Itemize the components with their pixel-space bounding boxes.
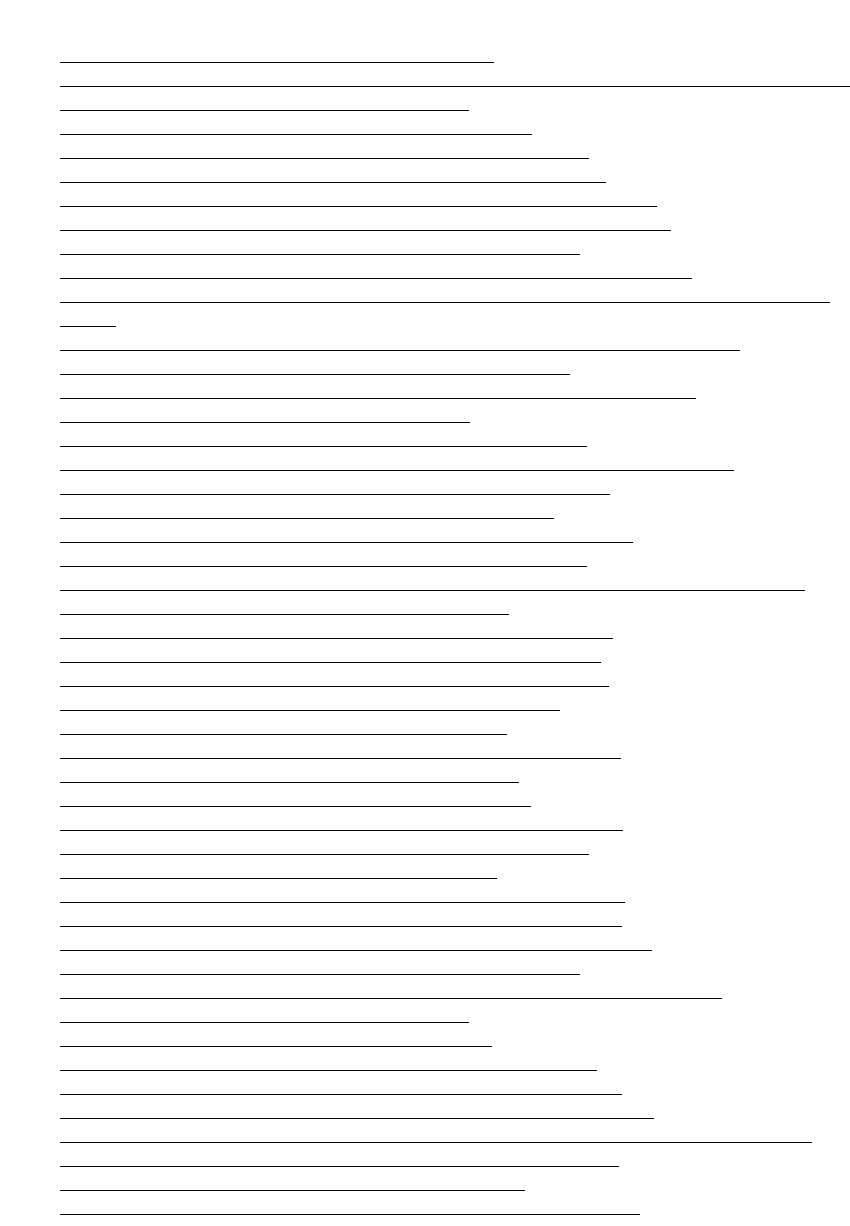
text-line-rule — [60, 86, 850, 87]
text-line — [60, 314, 840, 338]
text-line — [60, 146, 840, 170]
text-line — [60, 170, 840, 194]
text-line — [60, 194, 840, 218]
text-line-rule — [60, 806, 531, 807]
text-line-rule — [60, 854, 589, 855]
text-line-rule — [60, 734, 507, 735]
text-line-rule — [60, 878, 497, 879]
text-line — [60, 362, 840, 386]
text-line — [60, 386, 840, 410]
text-line — [60, 482, 840, 506]
text-line-rule — [60, 254, 580, 255]
text-line — [60, 554, 840, 578]
text-line-rule — [60, 1142, 812, 1143]
text-line-rule — [60, 782, 519, 783]
text-line-rule — [60, 950, 652, 951]
text-line-rule — [60, 710, 560, 711]
text-line-rule — [60, 1094, 622, 1095]
text-line — [60, 1010, 840, 1034]
text-line — [60, 746, 840, 770]
text-line-rule — [60, 182, 606, 183]
text-line — [60, 1082, 840, 1106]
text-line — [60, 1058, 840, 1082]
text-line — [60, 938, 840, 962]
text-line — [60, 74, 840, 98]
text-line-rule — [60, 1022, 469, 1023]
text-line — [60, 866, 840, 890]
text-line — [60, 794, 840, 818]
text-line-rule — [60, 158, 589, 159]
text-line — [60, 674, 840, 698]
text-line-rule — [60, 1166, 619, 1167]
text-line-rule — [60, 998, 722, 999]
text-line-rule — [60, 518, 554, 519]
text-line-rule — [60, 206, 657, 207]
text-line-rule — [60, 110, 469, 111]
text-line — [60, 626, 840, 650]
text-line-rule — [60, 926, 622, 927]
text-line — [60, 602, 840, 626]
text-line — [60, 1202, 840, 1226]
text-line — [60, 290, 840, 314]
text-line — [60, 1154, 840, 1178]
text-line — [60, 650, 840, 674]
text-line — [60, 506, 840, 530]
text-line — [60, 410, 840, 434]
text-line-rule — [60, 590, 805, 591]
text-line-rule — [60, 614, 509, 615]
text-line — [60, 1106, 840, 1130]
text-line — [60, 434, 840, 458]
text-line-rule — [60, 686, 609, 687]
text-line — [60, 698, 840, 722]
text-line-rule — [60, 494, 610, 495]
text-line-rule — [60, 302, 830, 303]
text-line — [60, 1034, 840, 1058]
text-line — [60, 818, 840, 842]
text-line — [60, 458, 840, 482]
text-line-rule — [60, 374, 570, 375]
text-line — [60, 890, 840, 914]
text-line-rule — [60, 230, 671, 231]
text-line — [60, 770, 840, 794]
text-line-rule — [60, 758, 621, 759]
text-line — [60, 242, 840, 266]
text-line-rule — [60, 1190, 525, 1191]
text-line — [60, 338, 840, 362]
text-line — [60, 530, 840, 554]
document-text-block — [60, 50, 840, 1226]
text-line — [60, 122, 840, 146]
text-line-rule — [60, 662, 601, 663]
text-line — [60, 962, 840, 986]
text-line-rule — [60, 422, 470, 423]
text-line-rule — [60, 350, 740, 351]
text-line — [60, 842, 840, 866]
text-line-rule — [60, 134, 532, 135]
text-line-rule — [60, 1118, 654, 1119]
text-line — [60, 266, 840, 290]
text-line-rule — [60, 398, 696, 399]
text-line-rule — [60, 1070, 597, 1071]
text-line-rule — [60, 902, 625, 903]
text-line — [60, 98, 840, 122]
text-line-rule — [60, 1214, 640, 1215]
text-line-rule — [60, 638, 613, 639]
text-line — [60, 1130, 840, 1154]
text-line-rule — [60, 542, 633, 543]
text-line-rule — [60, 62, 494, 63]
text-line — [60, 218, 840, 242]
text-line — [60, 986, 840, 1010]
text-line-rule — [60, 1046, 492, 1047]
text-line-rule — [60, 974, 580, 975]
text-line-rule — [60, 566, 587, 567]
text-line — [60, 578, 840, 602]
text-line — [60, 914, 840, 938]
text-line — [60, 50, 840, 74]
text-line-rule — [60, 446, 587, 447]
text-line — [60, 1178, 840, 1202]
text-line — [60, 722, 840, 746]
text-line-rule — [60, 326, 116, 327]
text-line-rule — [60, 278, 692, 279]
text-line-rule — [60, 470, 734, 471]
text-line-rule — [60, 830, 623, 831]
